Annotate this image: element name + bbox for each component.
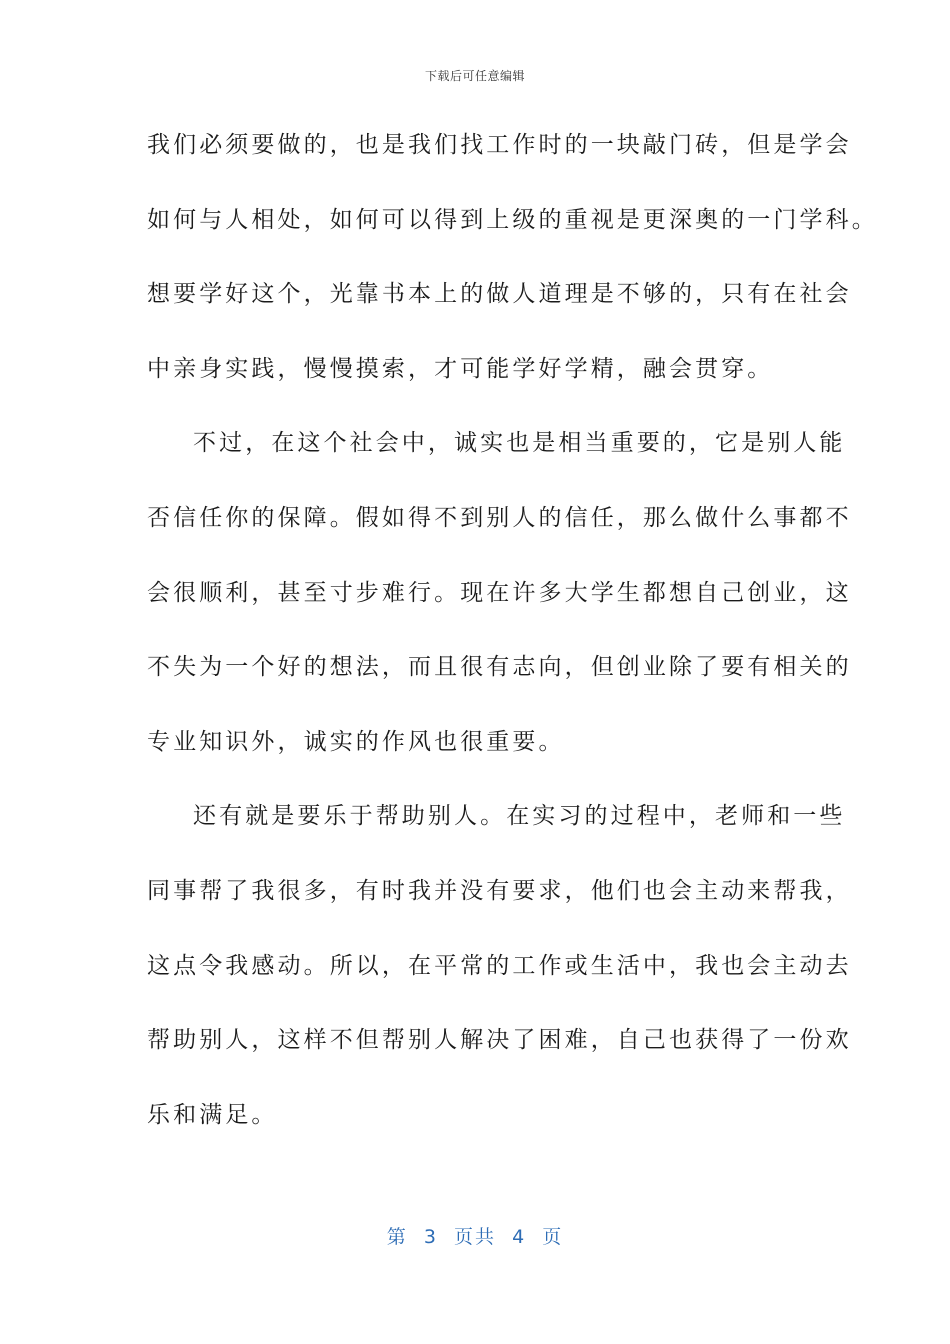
body-line: 如何与人相处，如何可以得到上级的重视是更深奥的一门学科。: [147, 206, 878, 233]
body-line: 这点令我感动。所以，在平常的工作或生活中，我也会主动去: [147, 952, 852, 979]
page-header: 下载后可任意编辑: [424, 69, 525, 83]
body-line: 我们必须要做的，也是我们找工作时的一块敲门砖，但是学会: [147, 132, 852, 158]
body-line: 不失为一个好的想法，而且很有志向，但创业除了要有相关的: [147, 654, 852, 681]
body-line: 会很顺利，甚至寸步难行。现在许多大学生都想自己创业，这: [147, 579, 852, 606]
page-number-footer: [0, 1222, 950, 1249]
page-number-text: 第 3 页共 4 页: [386, 1226, 564, 1248]
body-line: 否信任你的保障。假如得不到别人的信任，那么做什么事都不: [147, 504, 852, 531]
body-line: 同事帮了我很多，有时我并没有要求，他们也会主动来帮我，: [147, 877, 852, 904]
body-line: 帮助别人，这样不但帮别人解决了困难，自己也获得了一份欢: [147, 1027, 852, 1054]
body-line: 专业知识外，诚实的作风也很重要。: [147, 728, 565, 755]
paragraph-first-line: 还有就是要乐于帮助别人。在实习的过程中，老师和一些: [193, 803, 846, 830]
body-line: 想要学好这个，光靠书本上的做人道理是不够的，只有在社会: [147, 281, 852, 308]
body-line: 乐和满足。: [147, 1101, 278, 1128]
document-body: [147, 125, 878, 1169]
body-line: 中亲身实践，慢慢摸索，才可能学好学精，融会贯穿。: [147, 355, 774, 382]
paragraph-first-line: 不过，在这个社会中，诚实也是相当重要的，它是别人能: [193, 430, 846, 457]
